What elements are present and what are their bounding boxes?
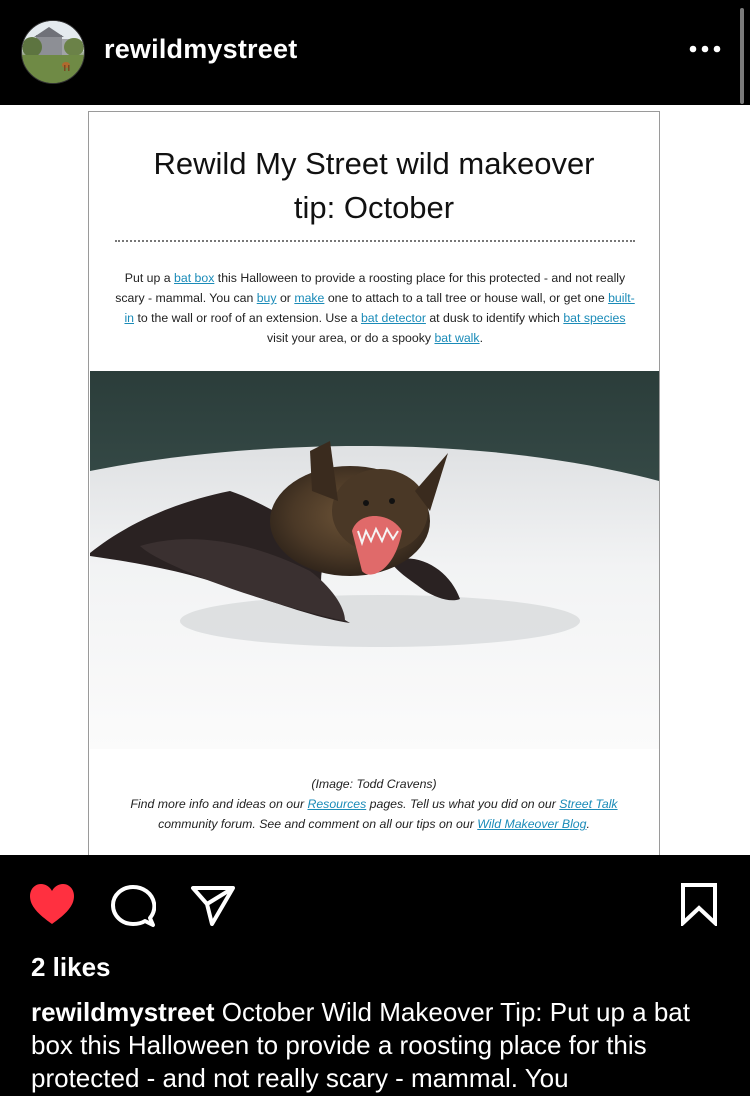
link-bat-detector: bat detector (360, 311, 426, 325)
document-title (89, 142, 659, 230)
link-buy: buy (256, 291, 277, 305)
comment-icon[interactable] (110, 884, 156, 928)
document-body: Put up a bat box this Halloween to provide a roosting place for this protected - and not really scary - mammal. You can buy or make one to attach to a tall tree or house wall, or get one built-in to the wall or roof of an extension. Use a bat detector at dusk to identify which bat species visit your area, or do a spooky bat walk. (115, 271, 635, 345)
document-footer: (Image: Todd Cravens) Find more info and ideas on our Resources pages. Tell us what you did on our Street Talk community forum. See and comment on all our tips on our Wild Makeover Blog. (99, 774, 649, 834)
caption-text: October Wild Makeover Tip: Put up a bat box this Halloween to provide a roosting place for this protected - and not really scary - mammal. You (31, 997, 690, 1093)
dotted-divider (115, 240, 635, 242)
link-street-talk: Street Talk (559, 797, 618, 811)
bookmark-icon[interactable] (680, 882, 718, 926)
bat-photo (90, 371, 659, 749)
link-bat-box: bat box (174, 271, 215, 285)
heart-icon[interactable] (28, 882, 76, 926)
link-built-in: built-in (124, 291, 635, 325)
link-bat-walk: bat walk (434, 331, 480, 345)
link-resources: Resources (307, 797, 367, 811)
action-bar (0, 855, 750, 955)
link-bat-species: bat species (563, 311, 626, 325)
caption-username[interactable]: rewildmystreet (31, 997, 215, 1027)
document-screenshot (88, 111, 660, 855)
post-caption (31, 996, 731, 1095)
title-line-2: tip: October (293, 190, 455, 225)
image-credit: (Image: Todd Cravens) (311, 777, 437, 791)
share-icon[interactable] (190, 884, 236, 926)
like-count[interactable]: 2 likes (31, 952, 111, 982)
post-header (0, 0, 750, 105)
profile-avatar[interactable] (21, 20, 85, 84)
link-wild-makeover-blog: Wild Makeover Blog (477, 817, 587, 831)
link-make: make (294, 291, 325, 305)
post-image[interactable] (0, 105, 750, 855)
title-line-1: Rewild My Street wild makeover (153, 146, 595, 181)
username[interactable]: rewildmystreet (104, 34, 298, 64)
avatar-image (22, 21, 84, 83)
scrollbar[interactable] (740, 8, 744, 104)
more-horizontal-icon[interactable] (688, 44, 722, 54)
